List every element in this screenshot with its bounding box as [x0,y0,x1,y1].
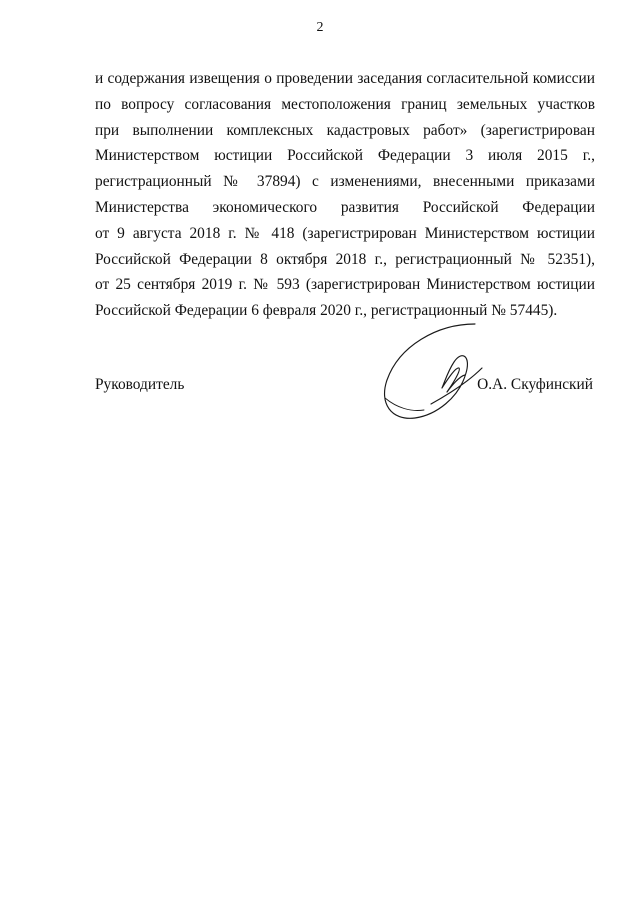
signatory-name: О.А. Скуфинский [477,376,593,393]
signatory-position: Руководитель [95,376,185,393]
text-line: Министерством юстиции Российской Федерации 3 июля 2015 г., [95,147,595,165]
page-number: 2 [316,20,324,35]
text-line: регистрационный № 37894) с изменениями, внесенными приказами [95,173,595,191]
text-line: Российской Федерации 6 февраля 2020 г., регистрационный № 57445). [95,302,558,320]
text-line: Российской Федерации 8 октября 2018 г., регистрационный № 52351), [95,250,595,268]
signature-block [95,373,595,397]
text-line: при выполнении комплексных кадастровых работ» (зарегистрирован [95,121,595,139]
text-line: от 25 сентября 2019 г. № 593 (зарегистрирован Министерством юстиции [95,276,595,294]
text-line: и содержания извещения о проведении заседания согласительной комиссии [95,70,595,87]
text-line: по вопросу согласования местоположения границ земельных участков [95,95,595,113]
text-line: Министерства экономического развития Российской Федерации [95,198,595,216]
body-paragraph [95,66,595,324]
text-line: от 9 августа 2018 г. № 418 (зарегистрирован Министерством юстиции [95,224,595,242]
